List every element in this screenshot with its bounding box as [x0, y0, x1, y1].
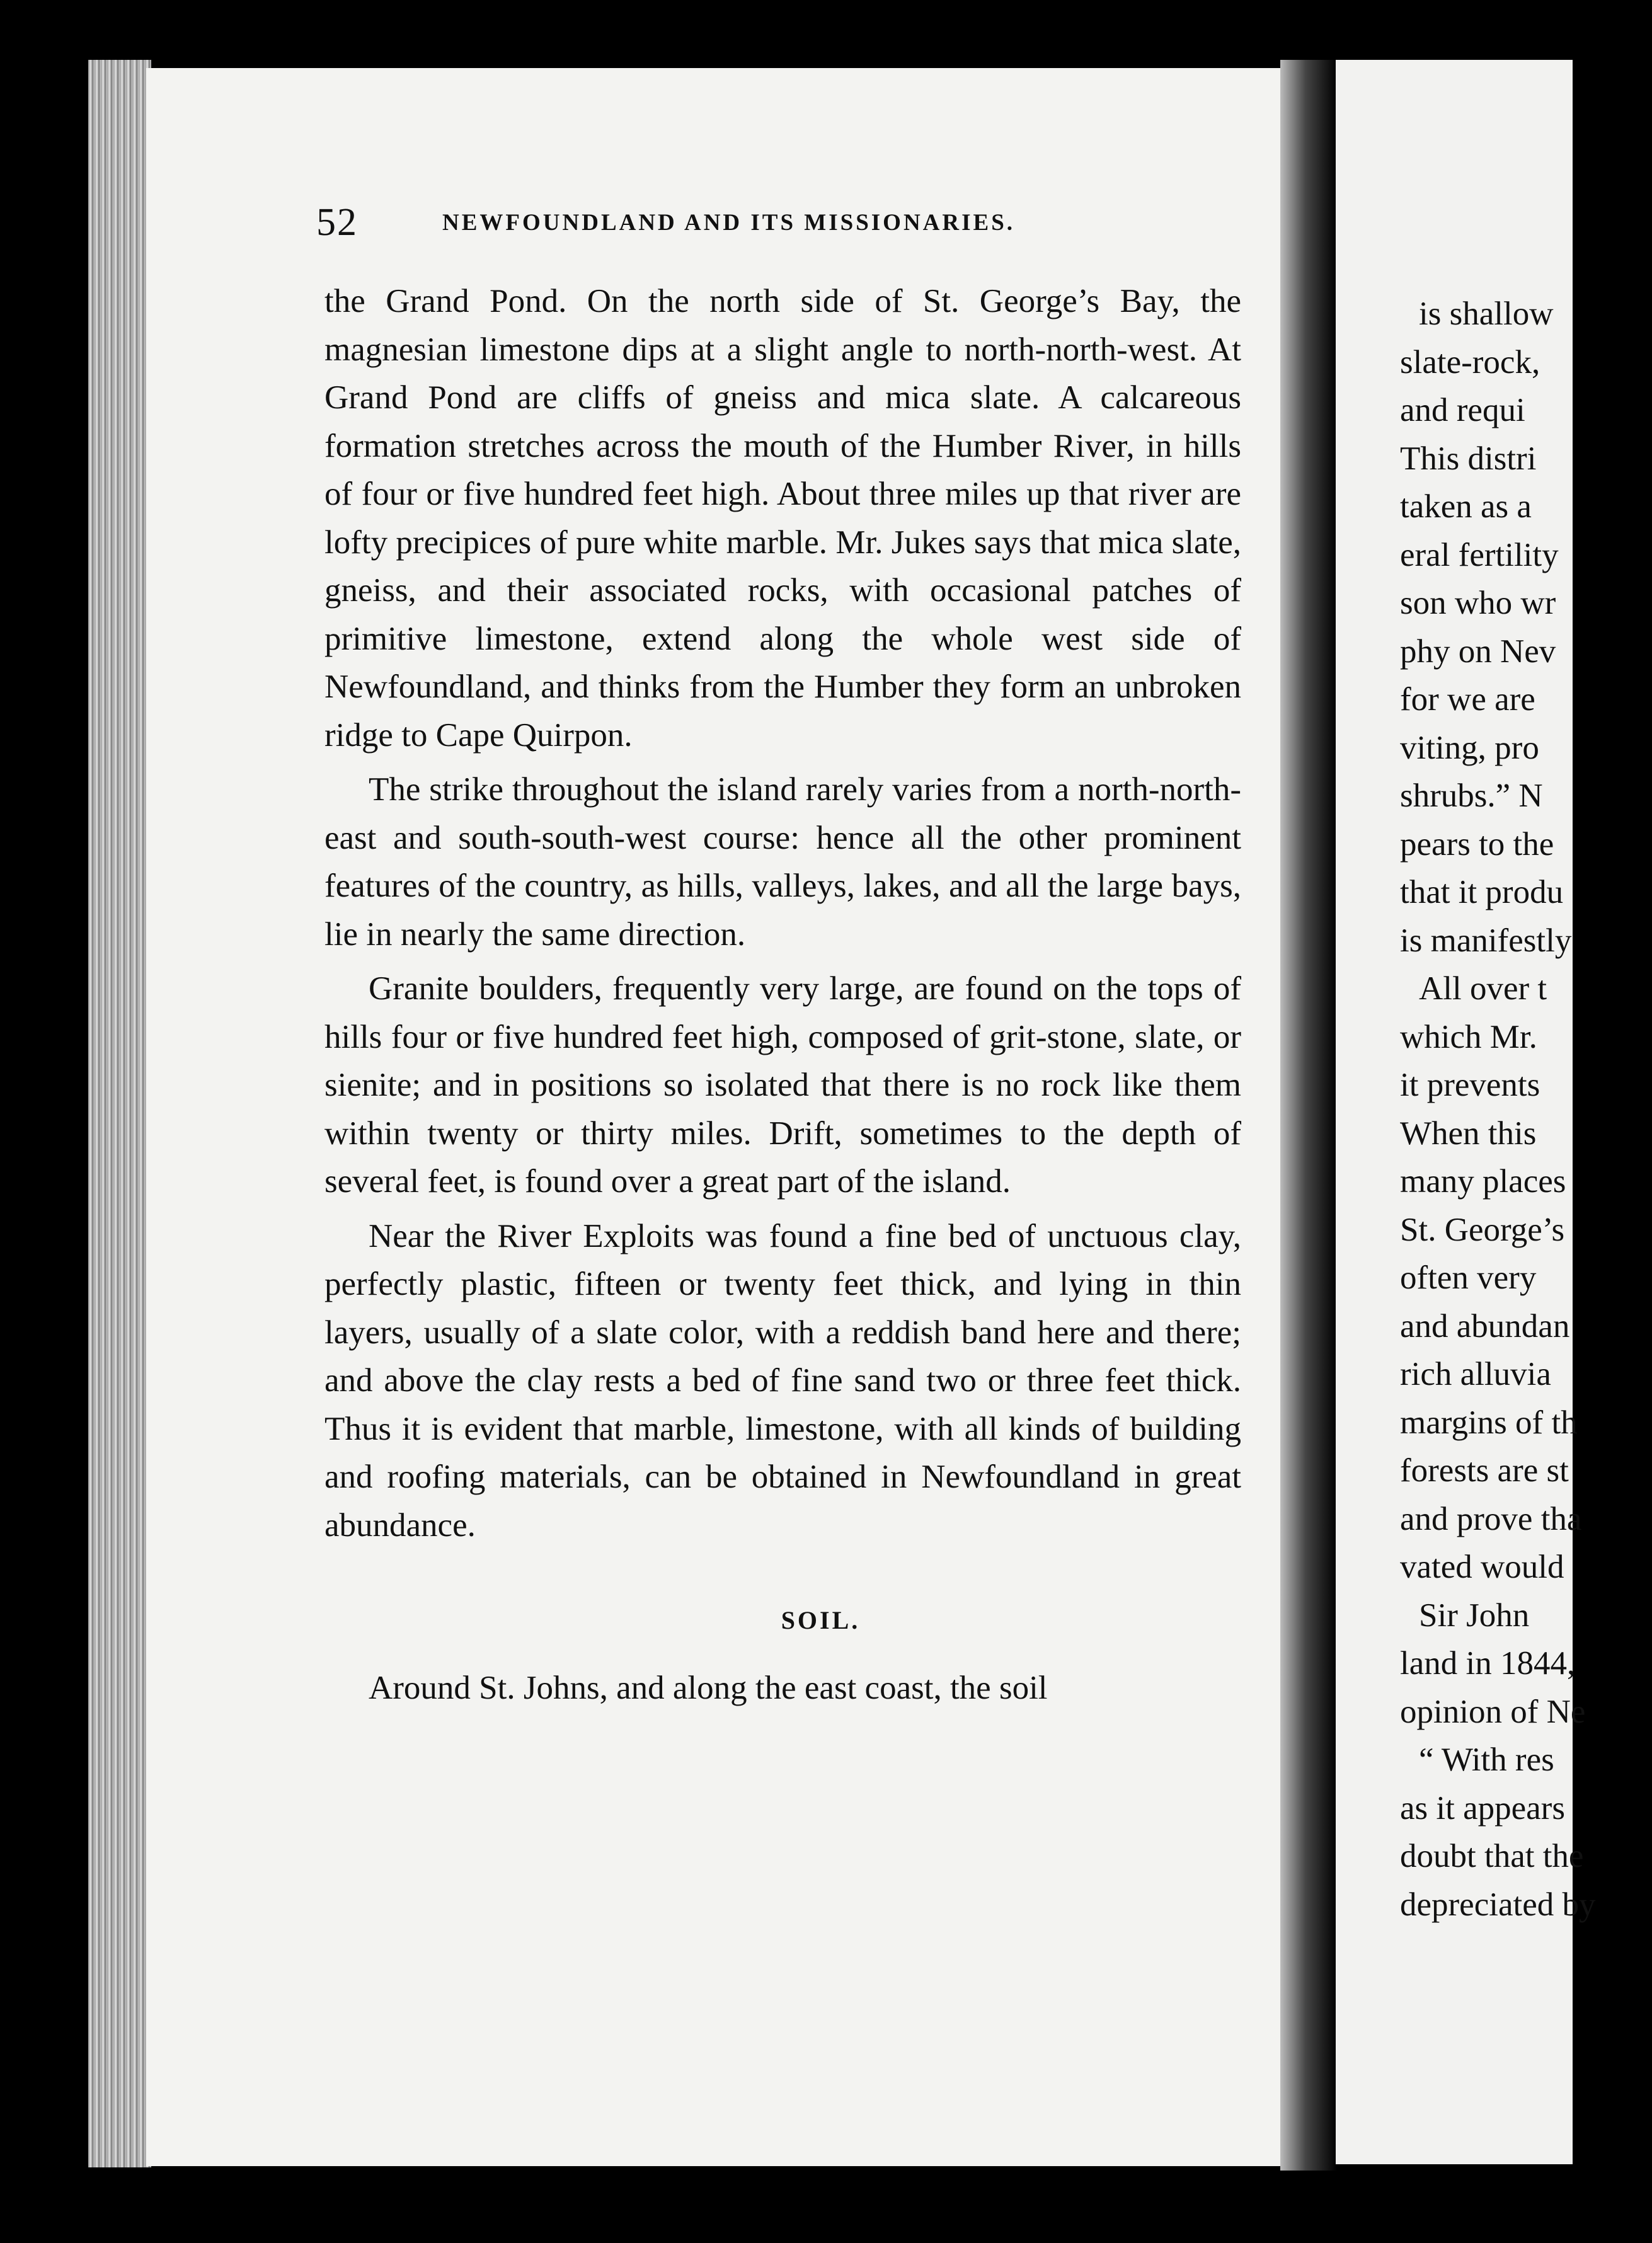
page-header: [316, 200, 1135, 251]
facing-line: slate-rock,: [1400, 343, 1540, 381]
paragraph: Granite boulders, frequently very large, are found on the tops of hills four or five hundred feet high, composed of grit-stone, slate, or sienite; and in positions so isolated that there is no rock like them within twenty or thirty miles. Drift, sometimes to the depth of several feet, is found over a great part of the island.: [324, 970, 1241, 1200]
facing-line: son who wr: [1400, 585, 1556, 621]
facing-line: This distri: [1400, 440, 1537, 477]
page-number: 52: [316, 201, 358, 244]
facing-line: and requi: [1400, 392, 1525, 428]
facing-line: margins of th: [1400, 1404, 1578, 1441]
facing-line: “ With res: [1419, 1741, 1554, 1778]
facing-line: it prevents: [1400, 1067, 1540, 1103]
facing-line: eral fertility: [1400, 536, 1559, 573]
facing-line: which Mr.: [1400, 1018, 1537, 1055]
facing-line: pears to the: [1400, 825, 1554, 863]
body-text: [324, 277, 1241, 1712]
facing-line: for we are: [1400, 681, 1535, 718]
facing-line: often very: [1400, 1259, 1537, 1296]
facing-line: viting, pro: [1400, 729, 1539, 766]
facing-line: shrubs.” N: [1400, 777, 1543, 814]
facing-line: All over t: [1419, 970, 1547, 1007]
paragraph: Near the River Exploits was found a fine bed of unctuous clay, perfectly plastic, fifteen or twenty feet thick, and lying in thin layers, usually of a slate color, with a reddish band here and there; and above the clay rests a bed of fine sand two or three feet thick. Thus it is evident that marble, limestone, with all kinds of building and roofing materials, can be obtained in Newfoundland in great abundance.: [324, 1217, 1241, 1544]
running-title: NEWFOUNDLAND AND ITS MISSIONARIES.: [442, 210, 1016, 236]
facing-line: Sir John: [1419, 1597, 1530, 1634]
facing-line: that it produ: [1400, 874, 1564, 910]
page-edges: [88, 60, 151, 2167]
facing-line: phy on Nev: [1400, 633, 1556, 670]
section-heading: SOIL.: [781, 1606, 861, 1634]
facing-line: vated would: [1400, 1549, 1564, 1585]
facing-line: and abundan: [1400, 1307, 1570, 1345]
facing-line: and prove tha: [1400, 1500, 1582, 1537]
facing-line: When this: [1400, 1115, 1537, 1152]
section-first-line: Around St. Johns, and along the east coast, the soil: [369, 1669, 1048, 1706]
facing-line: is manifestly: [1400, 922, 1572, 959]
facing-line: doubt that the: [1400, 1838, 1584, 1874]
facing-line: rich alluvia: [1400, 1356, 1551, 1392]
facing-page-text: [1400, 290, 1652, 1929]
facing-line: forests are st: [1400, 1452, 1569, 1489]
facing-line: taken as a: [1400, 488, 1532, 525]
gutter-shadow: [1280, 60, 1337, 2171]
paragraph: The strike throughout the island rarely varies from a north-north-east and south-south-west course: hence all the other prominent features of the country, as hills, valleys, lakes, and all the large bays, lie in nearly the same direction.: [324, 771, 1241, 953]
facing-line: many places: [1400, 1163, 1566, 1200]
facing-line: as it appears: [1400, 1789, 1565, 1827]
facing-line: opinion of Ne: [1400, 1693, 1586, 1730]
facing-line: depreciated by: [1400, 1886, 1596, 1923]
facing-line: is shallow: [1419, 295, 1554, 332]
facing-line: land in 1844,: [1400, 1645, 1576, 1682]
facing-line: St. George’s: [1400, 1211, 1565, 1248]
paragraph: the Grand Pond. On the north side of St. George’s Bay, the magnesian limestone dips at a slight angle to north-north-west. At Grand Pond are cliffs of gneiss and mica slate. A calcareous formation stretches across the mouth of the Humber River, in hills of four or five hundred feet high. About three miles up that river are lofty precipices of pure white marble. Mr. Jukes says that mica slate, gneiss, and their associated rocks, with occasional patches of primitive limestone, extend along the whole west side of Newfoundland, and thinks from the Humber they form an unbroken ridge to Cape Quirpon.: [324, 283, 1241, 754]
